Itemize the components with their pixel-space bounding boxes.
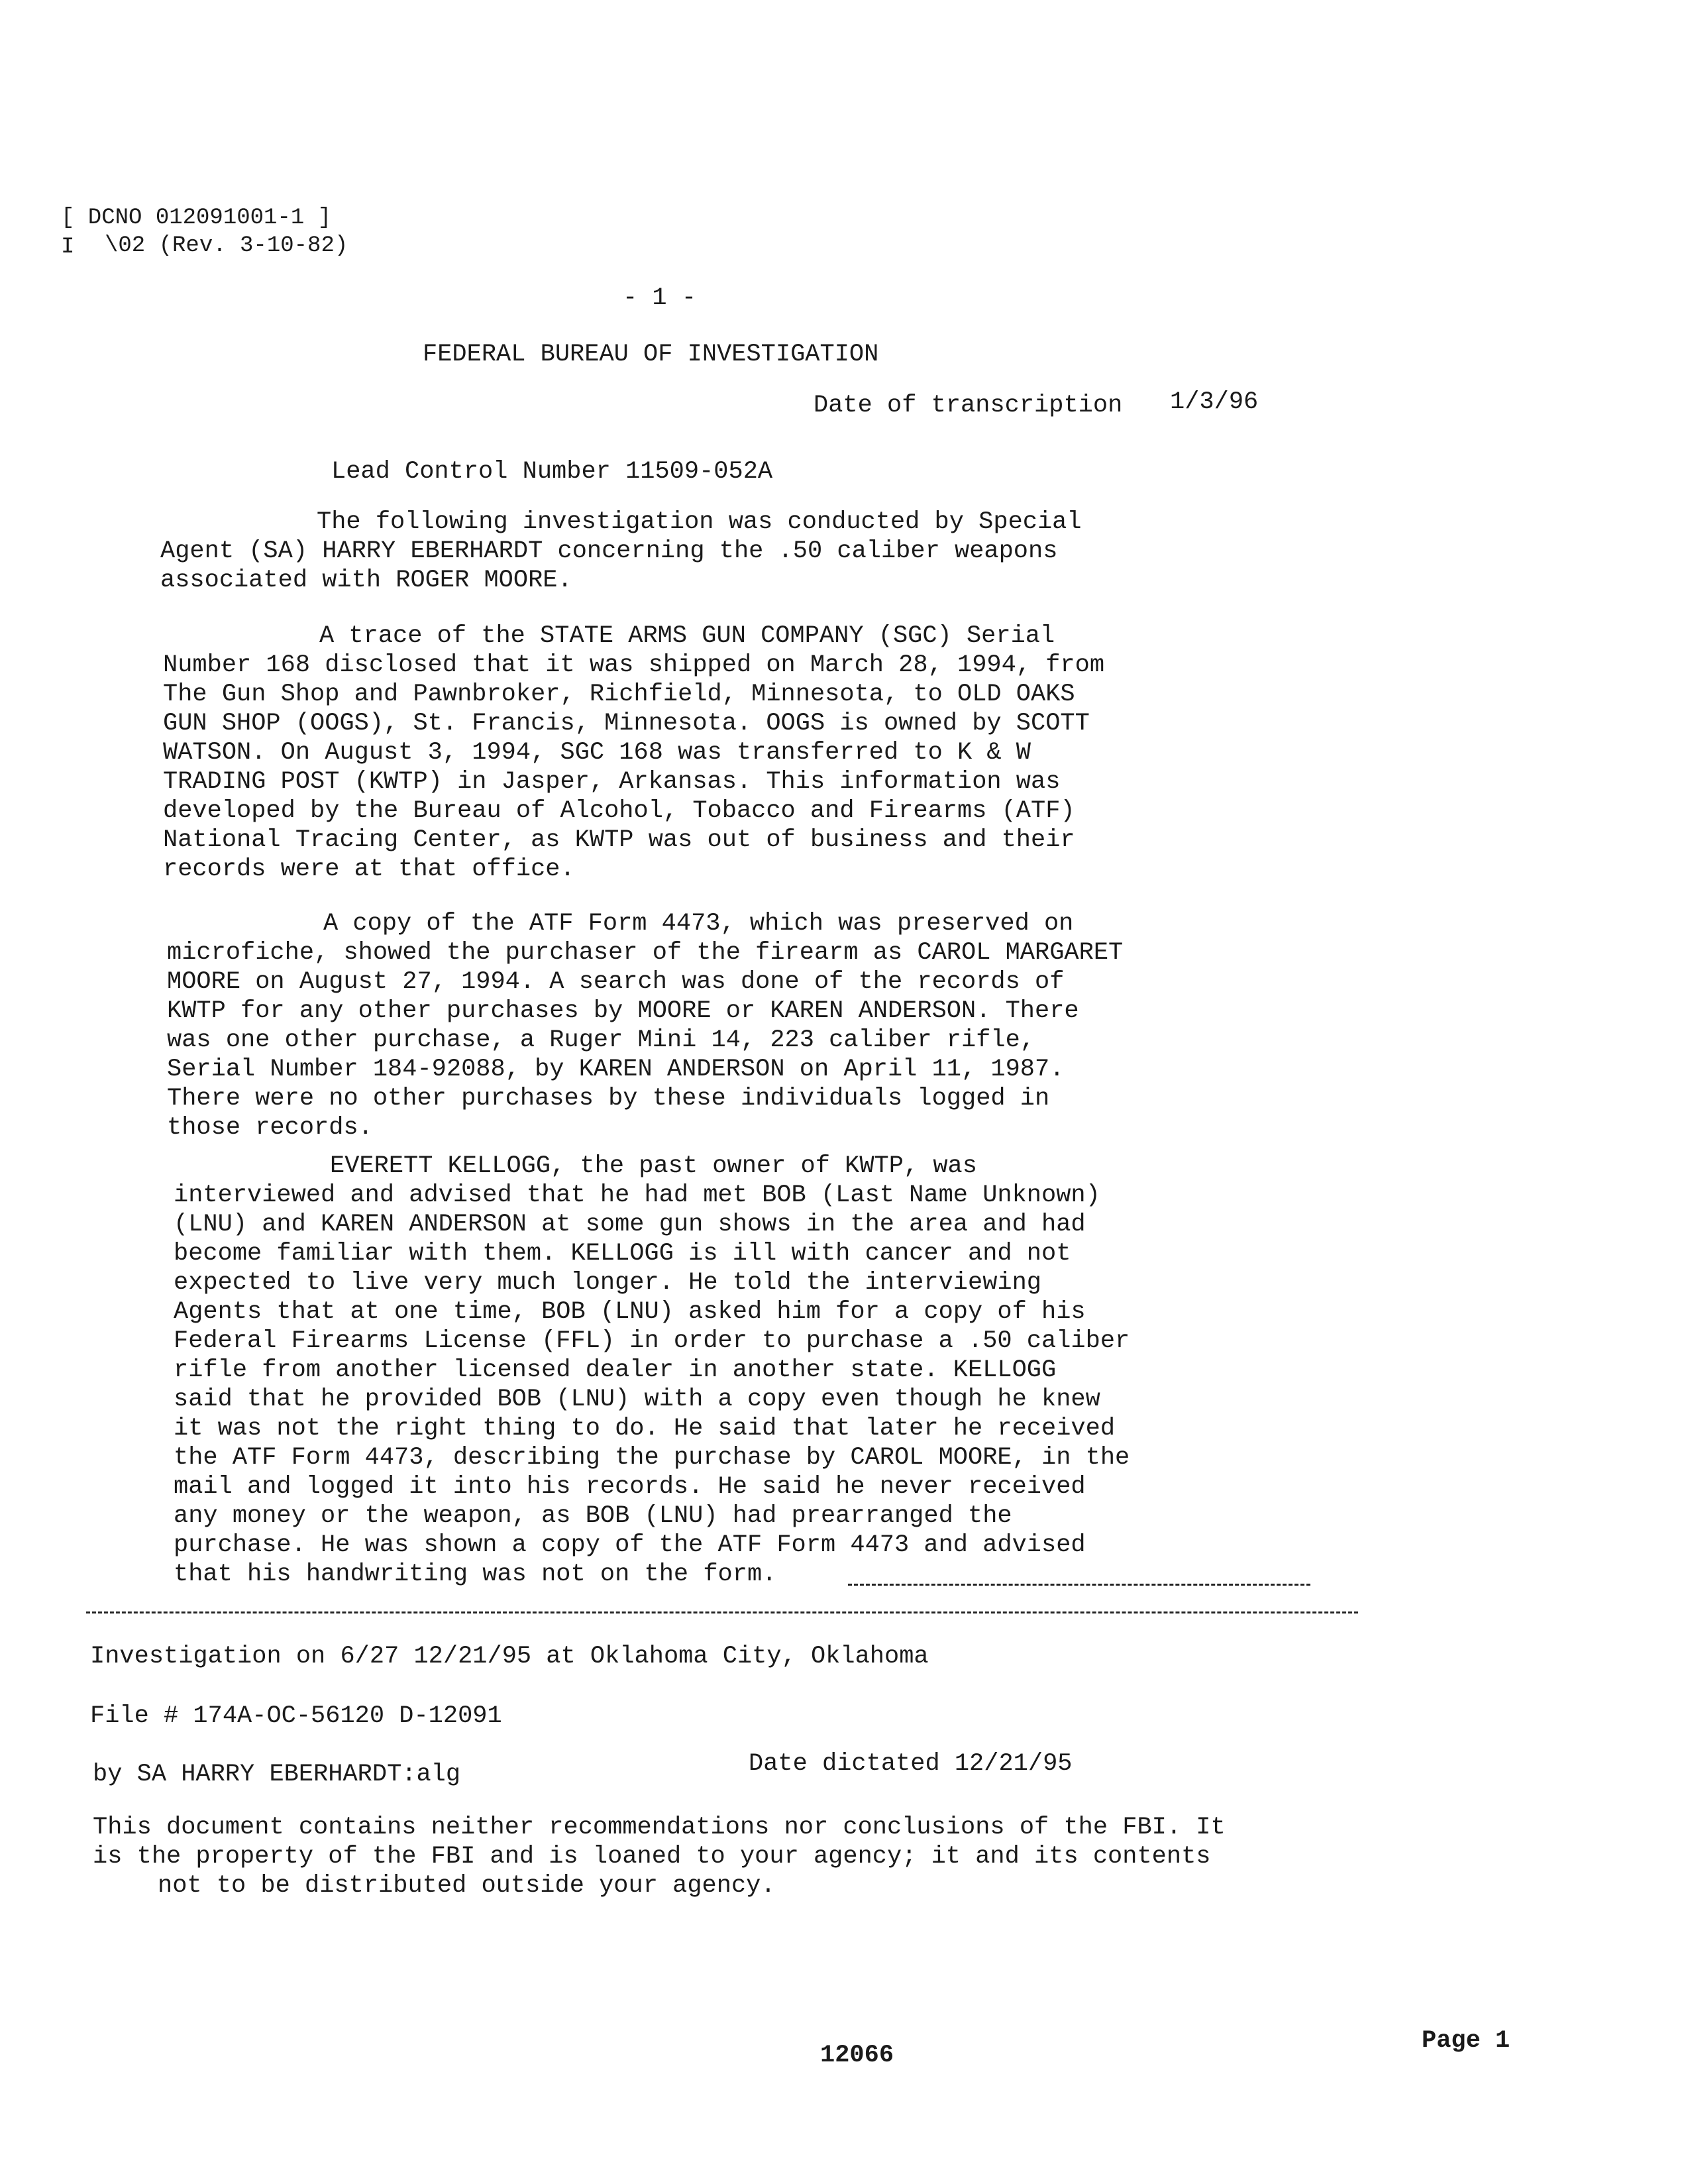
file-number: File # 174A-OC-56120 D-12091	[90, 1702, 502, 1730]
paragraph-line: EVERETT KELLOGG, the past owner of KWTP, was	[330, 1152, 977, 1180]
dcno-label: [ DCNO 012091001-1 ]	[61, 205, 332, 231]
form-mark: I	[61, 235, 75, 260]
disclaimer-line: not to be distributed outside your agency.	[158, 1872, 776, 1900]
paragraph-line: Federal Firearms License (FFL) in order to purchase a .50 caliber	[174, 1327, 1130, 1355]
paragraph-line: was one other purchase, a Ruger Mini 14, 223 caliber rifle,	[167, 1026, 1035, 1054]
paragraph-line: A trace of the STATE ARMS GUN COMPANY (SGC) Serial	[319, 622, 1055, 650]
paragraph-line: associated with ROGER MOORE.	[160, 567, 572, 594]
date-dictated: Date dictated 12/21/95	[749, 1750, 1073, 1778]
paragraph-line: rifle from another licensed dealer in another state. KELLOGG	[174, 1356, 1057, 1384]
paragraph-1	[160, 508, 1082, 595]
paragraph-line: any money or the weapon, as BOB (LNU) had prearranged the	[174, 1502, 1012, 1530]
paragraph-line: microfiche, showed the purchaser of the firearm as CAROL MARGARET	[167, 939, 1124, 967]
paragraph-line: MOORE on August 27, 1994. A search was done of the records of	[167, 968, 1065, 996]
paragraph-line: TRADING POST (KWTP) in Jasper, Arkansas. This information was	[163, 768, 1061, 796]
agent-signature-line: by SA HARRY EBERHARDT:alg	[93, 1761, 461, 1788]
paragraph-4	[174, 1152, 1130, 1589]
paragraph-line: developed by the Bureau of Alcohol, Tobacco and Firearms (ATF)	[163, 797, 1075, 825]
paragraph-line: those records.	[167, 1114, 373, 1142]
paragraph-line: said that he provided BOB (LNU) with a copy even though he knew	[174, 1386, 1100, 1413]
paragraph-line: the ATF Form 4473, describing the purchase by CAROL MOORE, in the	[174, 1444, 1130, 1472]
paragraph-line: There were no other purchases by these individuals logged in	[167, 1085, 1050, 1113]
disclaimer-line: This document contains neither recommendations nor conclusions of the FBI. It	[93, 1814, 1226, 1841]
paragraph-line: WATSON. On August 3, 1994, SGC 168 was transferred to K & W	[163, 739, 1031, 767]
paragraph-line: Agent (SA) HARRY EBERHARDT concerning the .50 caliber weapons	[160, 537, 1058, 565]
paragraph-2	[163, 622, 1104, 884]
paragraph-line: that his handwriting was not on the form.	[174, 1560, 777, 1588]
agency-title: FEDERAL BUREAU OF INVESTIGATION	[423, 341, 879, 368]
paragraph-line: purchase. He was shown a copy of the ATF Form 4473 and advised	[174, 1531, 1086, 1559]
paragraph-line: it was not the right thing to do. He said that later he received	[174, 1415, 1116, 1443]
paragraph-line: KWTP for any other purchases by MOORE or KAREN ANDERSON. There	[167, 997, 1079, 1025]
paragraph-line: Agents that at one time, BOB (LNU) asked him for a copy of his	[174, 1298, 1086, 1326]
paragraph-line: The following investigation was conducted by Special	[317, 508, 1082, 536]
paragraph-3	[167, 909, 1123, 1142]
paragraph-line: Number 168 disclosed that it was shipped on March 28, 1994, from	[163, 651, 1105, 679]
disclaimer-line: is the property of the FBI and is loaned to your agency; it and its contents	[93, 1843, 1211, 1871]
investigation-line: Investigation on 6/27 12/21/95 at Oklahoma City, Oklahoma	[90, 1643, 929, 1670]
separator-line-upper	[848, 1584, 1310, 1586]
disclaimer	[93, 1813, 1226, 1900]
paragraph-line: expected to live very much longer. He told the interviewing	[174, 1269, 1042, 1297]
paragraph-line: A copy of the ATF Form 4473, which was preserved on	[323, 910, 1074, 938]
paragraph-line: National Tracing Center, as KWTP was out of business and their	[163, 826, 1075, 854]
paragraph-line: mail and logged it into his records. He said he never received	[174, 1473, 1086, 1501]
bates-number: 12066	[820, 2042, 894, 2069]
paragraph-line: records were at that office.	[163, 855, 575, 883]
page-marker: - 1 -	[623, 284, 697, 312]
paragraph-line: (LNU) and KAREN ANDERSON at some gun shows in the area and had	[174, 1211, 1086, 1238]
transcription-date-value: 1/3/96	[1170, 388, 1259, 416]
paragraph-line: interviewed and advised that he had met BOB (Last Name Unknown)	[174, 1181, 1100, 1209]
form-revision: \02 (Rev. 3-10-82)	[105, 233, 348, 258]
lead-control-number: Lead Control Number 11509-052A	[331, 458, 773, 486]
paragraph-line: The Gun Shop and Pawnbroker, Richfield, Minnesota, to OLD OAKS	[163, 681, 1075, 708]
transcription-date-label: Date of transcription	[814, 392, 1123, 419]
paragraph-line: GUN SHOP (OOGS), St. Francis, Minnesota. OOGS is owned by SCOTT	[163, 710, 1090, 737]
page-number: Page 1	[1422, 2027, 1510, 2055]
separator-line	[86, 1611, 1358, 1613]
paragraph-line: Serial Number 184-92088, by KAREN ANDERSON on April 11, 1987.	[167, 1056, 1065, 1083]
paragraph-line: become familiar with them. KELLOGG is ill with cancer and not	[174, 1240, 1071, 1268]
